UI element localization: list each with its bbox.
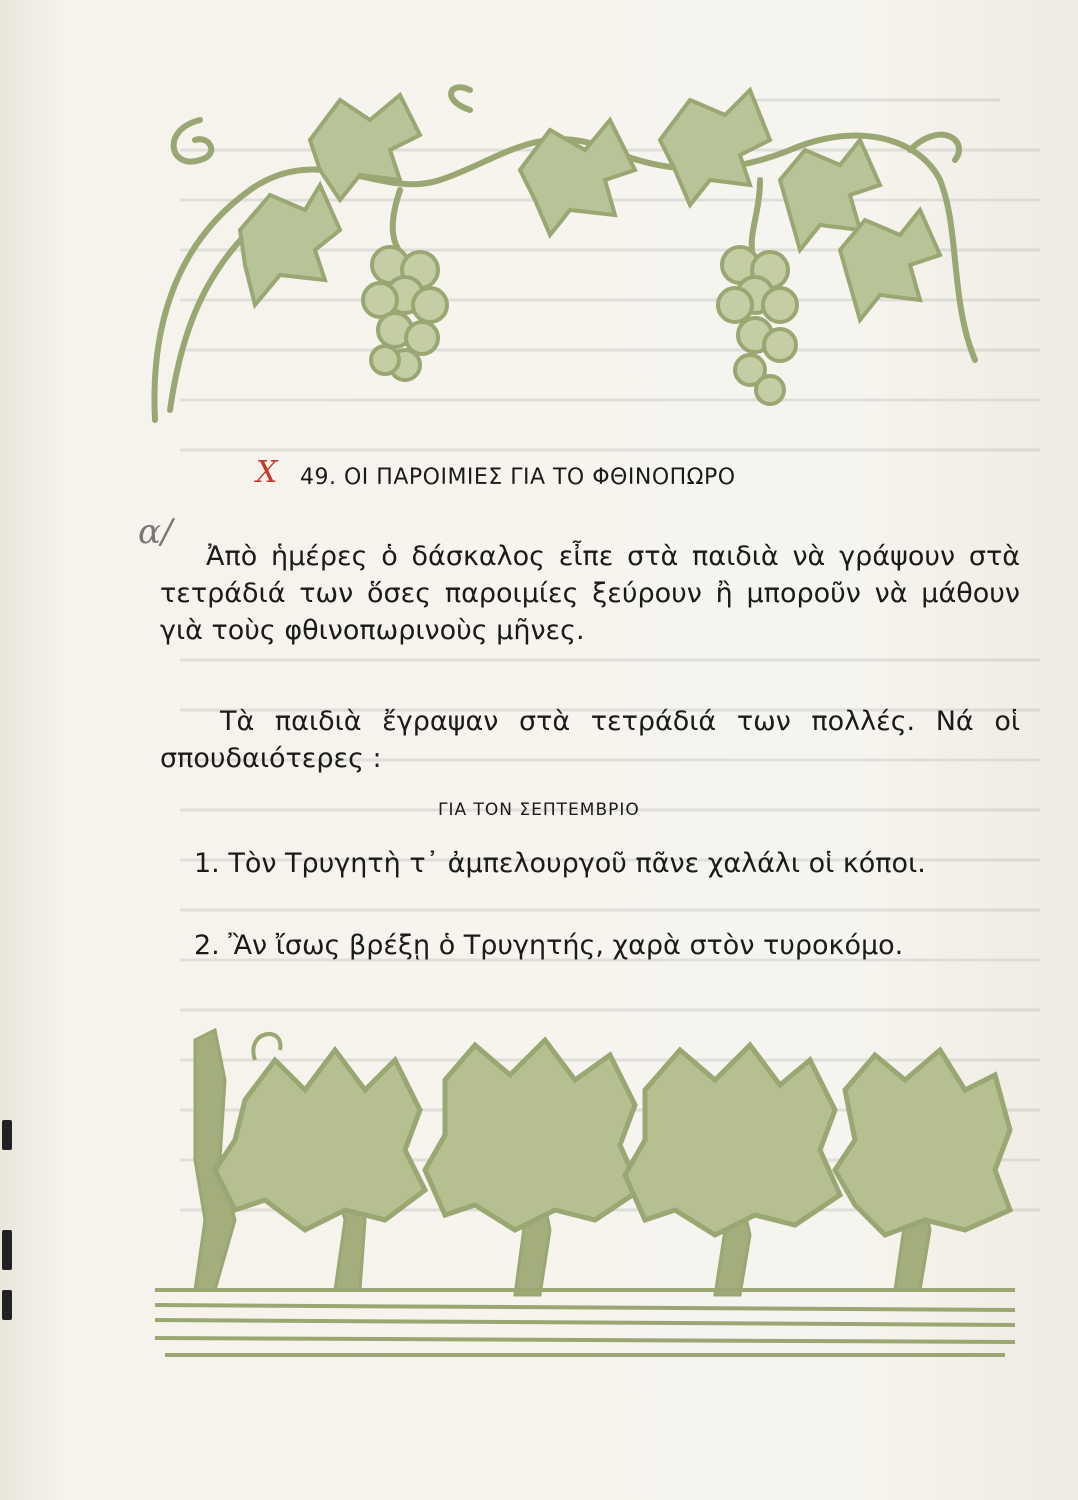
binding-marks (0, 1120, 14, 1320)
paragraph-followup: Τὰ παιδιὰ ἔγραψαν στὰ τετράδιά των πολλές. Νά οἱ σπουδαιότερες : (160, 706, 1020, 774)
proverb-item: 2. Ἂν ἴσως βρέξῃ ὁ Τρυγητής, χαρὰ στὸν τυροκόμο. (194, 930, 904, 961)
section-heading: ΓΙΑ ΤΟΝ ΣΕΠΤΕΜΒΡΙΟ (438, 800, 640, 820)
grapevine-illustration (140, 80, 990, 430)
page-title: 49. ΟΙ ΠΑΡΟΙΜΙΕΣ ΓΙΑ ΤΟ ΦΘΙΝΟΠΩΡΟ (300, 465, 736, 490)
proverb-item: 1. Τὸν Τρυγητὴ τ᾽ ἀμπελουργοῦ πᾶνε χαλάλι οἱ κόποι. (194, 848, 926, 879)
vineyard-illustration (155, 1020, 1015, 1360)
paragraph-intro: Ἀπὸ ἡμέρες ὁ δάσκαλος εἶπε στὰ παιδιὰ νὰ γράψουν στὰ τετράδιά των ὅσες παροιμίες ξεύρουν ἢ μποροῦν νὰ μάθουν γιὰ τοὺς φθινοπωρινοὺς μῆνες. (160, 541, 1020, 646)
red-x-mark: X (256, 455, 278, 490)
pencil-note: α/ (138, 512, 173, 552)
